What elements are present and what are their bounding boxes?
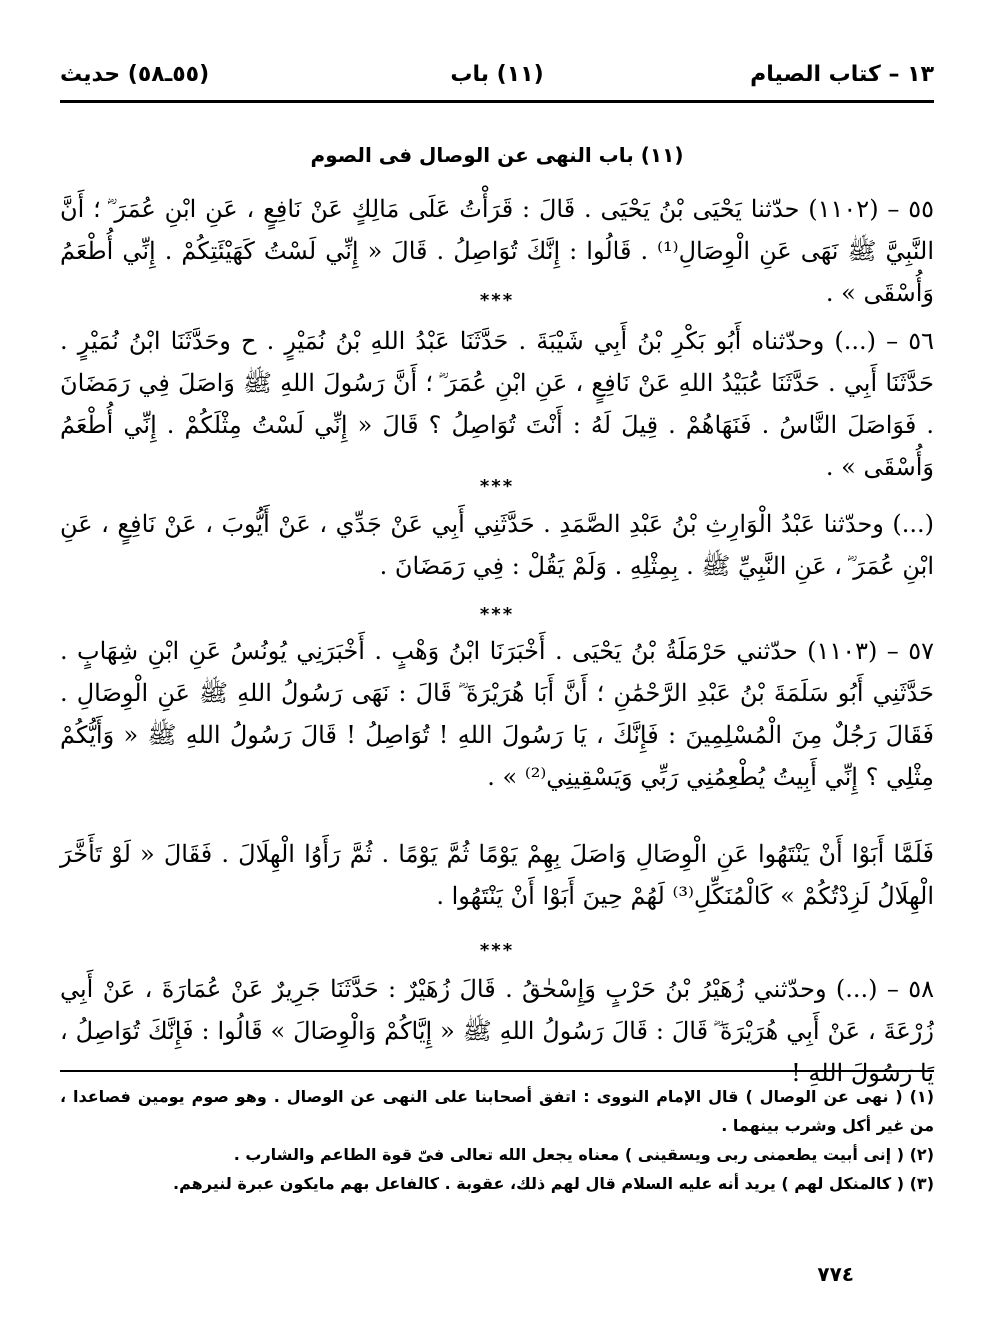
separator-3: *** bbox=[479, 604, 515, 625]
separator-1: *** bbox=[479, 290, 515, 311]
separator-4: *** bbox=[479, 940, 515, 961]
book-label: ١٣ – كتاب الصيام bbox=[750, 62, 934, 87]
page-number: ٧٧٤ bbox=[817, 1262, 854, 1286]
header-rule bbox=[60, 100, 934, 103]
hadith-range: (٥٥ـ٥٨) حديث bbox=[60, 62, 210, 87]
chapter-label: (١١) باب bbox=[450, 62, 544, 87]
hadith-58: ٥٨ – (...) وحدّثني زُهَيْرُ بْنُ حَرْبٍ وَإِسْحٰقُ . قَالَ زُهَيْرٌ : حَدَّثَنَا جَرِيرٌ عَنْ عُمَارَةَ ، عَنْ أَبِي زُرْعَةَ ، عَنْ أَبِي هُرَيْرَةَ ؓ قَالَ : قَالَ رَسُولُ اللهِ ﷺ « إِيَّاكُمْ وَالْوِصَالَ » قَالُوا : فَإِنَّكَ تُوَاصِلُ ، يَا رَسُولَ اللهِ ! bbox=[60, 975, 934, 1087]
footnote-2: (٢) ( إنى أبيت يطعمنى ربى ويسقينى ) معناه يجعل الله تعالى فىّ قوة الطاعم والشارب . bbox=[233, 1145, 934, 1164]
footnote-rule bbox=[60, 1070, 934, 1072]
hadith-56: ٥٦ – (...) وحدّثناه أَبُو بَكْرِ بْنُ أَبِي شَيْبَةَ . حَدَّثَنَا عَبْدُ اللهِ بْنُ نُمَيْرٍ . ح وحَدَّثَنَا ابْنُ نُمَيْرٍ . حَدَّثَنَا أَبِي . حَدَّثَنَا عُبَيْدُ اللهِ عَنْ نَافِعٍ ، عَنِ ابْنِ عُمَرَ ؓ ؛ أَنَّ رَسُولَ اللهِ ﷺ وَاصَلَ فِي رَمَضَانَ . فَوَاصَلَ النَّاسُ . فَنَهَاهُمْ . قِيلَ لَهُ : أَنْتَ تُوَاصِلُ ؟ قَالَ « إِنِّي لَسْتُ مِثْلَكُمْ . إِنِّي أُطْعَمُ وَأُسْقَى » . bbox=[60, 327, 934, 481]
separator-2: *** bbox=[479, 476, 515, 497]
hadith-56-variant: (...) وحدّثنا عَبْدُ الْوَارِثِ بْنُ عَبْدِ الصَّمَدِ . حَدَّثَنِي أَبِي عَنْ جَدِّي ، عَنْ أَيُّوبَ ، عَنْ نَافِعٍ ، عَنِ ابْنِ عُمَرَ ؓ ، عَنِ النَّبِيِّ ﷺ . بِمِثْلِهِ . وَلَمْ يَقُلْ : فِي رَمَضَانَ . bbox=[60, 510, 934, 580]
footnotes bbox=[60, 1082, 934, 1198]
chapter-title: (١١) باب النهى عن الوصال فى الصوم bbox=[310, 143, 684, 167]
hadith-57: ٥٧ – (١١٠٣) حدّثني حَرْمَلَةُ بْنُ يَحْيَى . أَخْبَرَنَا ابْنُ وَهْبٍ . أَخْبَرَنِي يُونُسُ عَنِ ابْنِ شِهَابٍ . حَدَّثَنِي أَبُو سَلَمَةَ بْنُ عَبْدِ الرَّحْمَٰنِ ؛ أَنَّ أَبَا هُرَيْرَةَ ؓ قَالَ : نَهَى رَسُولُ اللهِ ﷺ عَنِ الْوِصَالِ . فَقَالَ رَجُلٌ مِنَ الْمُسْلِمِينَ : فَإِنَّكَ ، يَا رَسُولَ اللهِ ! تُوَاصِلُ ! قَالَ رَسُولُ اللهِ ﷺ « وَأَيُّكُمْ مِثْلِي ؟ إِنِّي أَبِيتُ يُطْعِمُنِي رَبِّي وَيَسْقِينِي⁽²⁾ » . bbox=[60, 637, 934, 791]
footnote-3: (٣) ( كالمنكل لهم ) يريد أنه عليه السلام قال لهم ذلك، عقوبة . كالفاعل بهم مايكون عبرة لنيرهم. bbox=[173, 1174, 934, 1193]
hadith-55: ٥٥ – (١١٠٢) حدّثنا يَحْيَى بْنُ يَحْيَى . قَالَ : قَرَأْتُ عَلَى مَالِكٍ عَنْ نَافِعٍ ، عَنِ ابْنِ عُمَرَ ؓ ؛ أَنَّ النَّبِيَّ ﷺ نَهَى عَنِ الْوِصَالِ⁽¹⁾ . قَالُوا : إِنَّكَ تُوَاصِلُ . قَالَ « إِنِّي لَسْتُ كَهَيْئَتِكُمْ . إِنِّي أُطْعَمُ وَأُسْقَى » . bbox=[60, 195, 935, 307]
footnote-1: (١) ( نهى عن الوصال ) قال الإمام النووى : اتفق أصحابنا على النهى عن الوصال . وهو صوم يومين فصاعدا ، من غير أكل وشرب بينهما . bbox=[60, 1087, 934, 1135]
hadith-57-continued: فَلَمَّا أَبَوْا أَنْ يَنْتَهُوا عَنِ الْوِصَالِ وَاصَلَ بِهِمْ يَوْمًا ثُمَّ يَوْمًا . ثُمَّ رَأَوُا الْهِلَالَ . فَقَالَ « لَوْ تَأَخَّرَ الْهِلَالُ لَزِدْتُكُمْ » كَالْمُنَكِّلِ⁽³⁾ لَهُمْ حِينَ أَبَوْا أَنْ يَنْتَهُوا . bbox=[60, 840, 934, 910]
running-header bbox=[60, 62, 934, 96]
